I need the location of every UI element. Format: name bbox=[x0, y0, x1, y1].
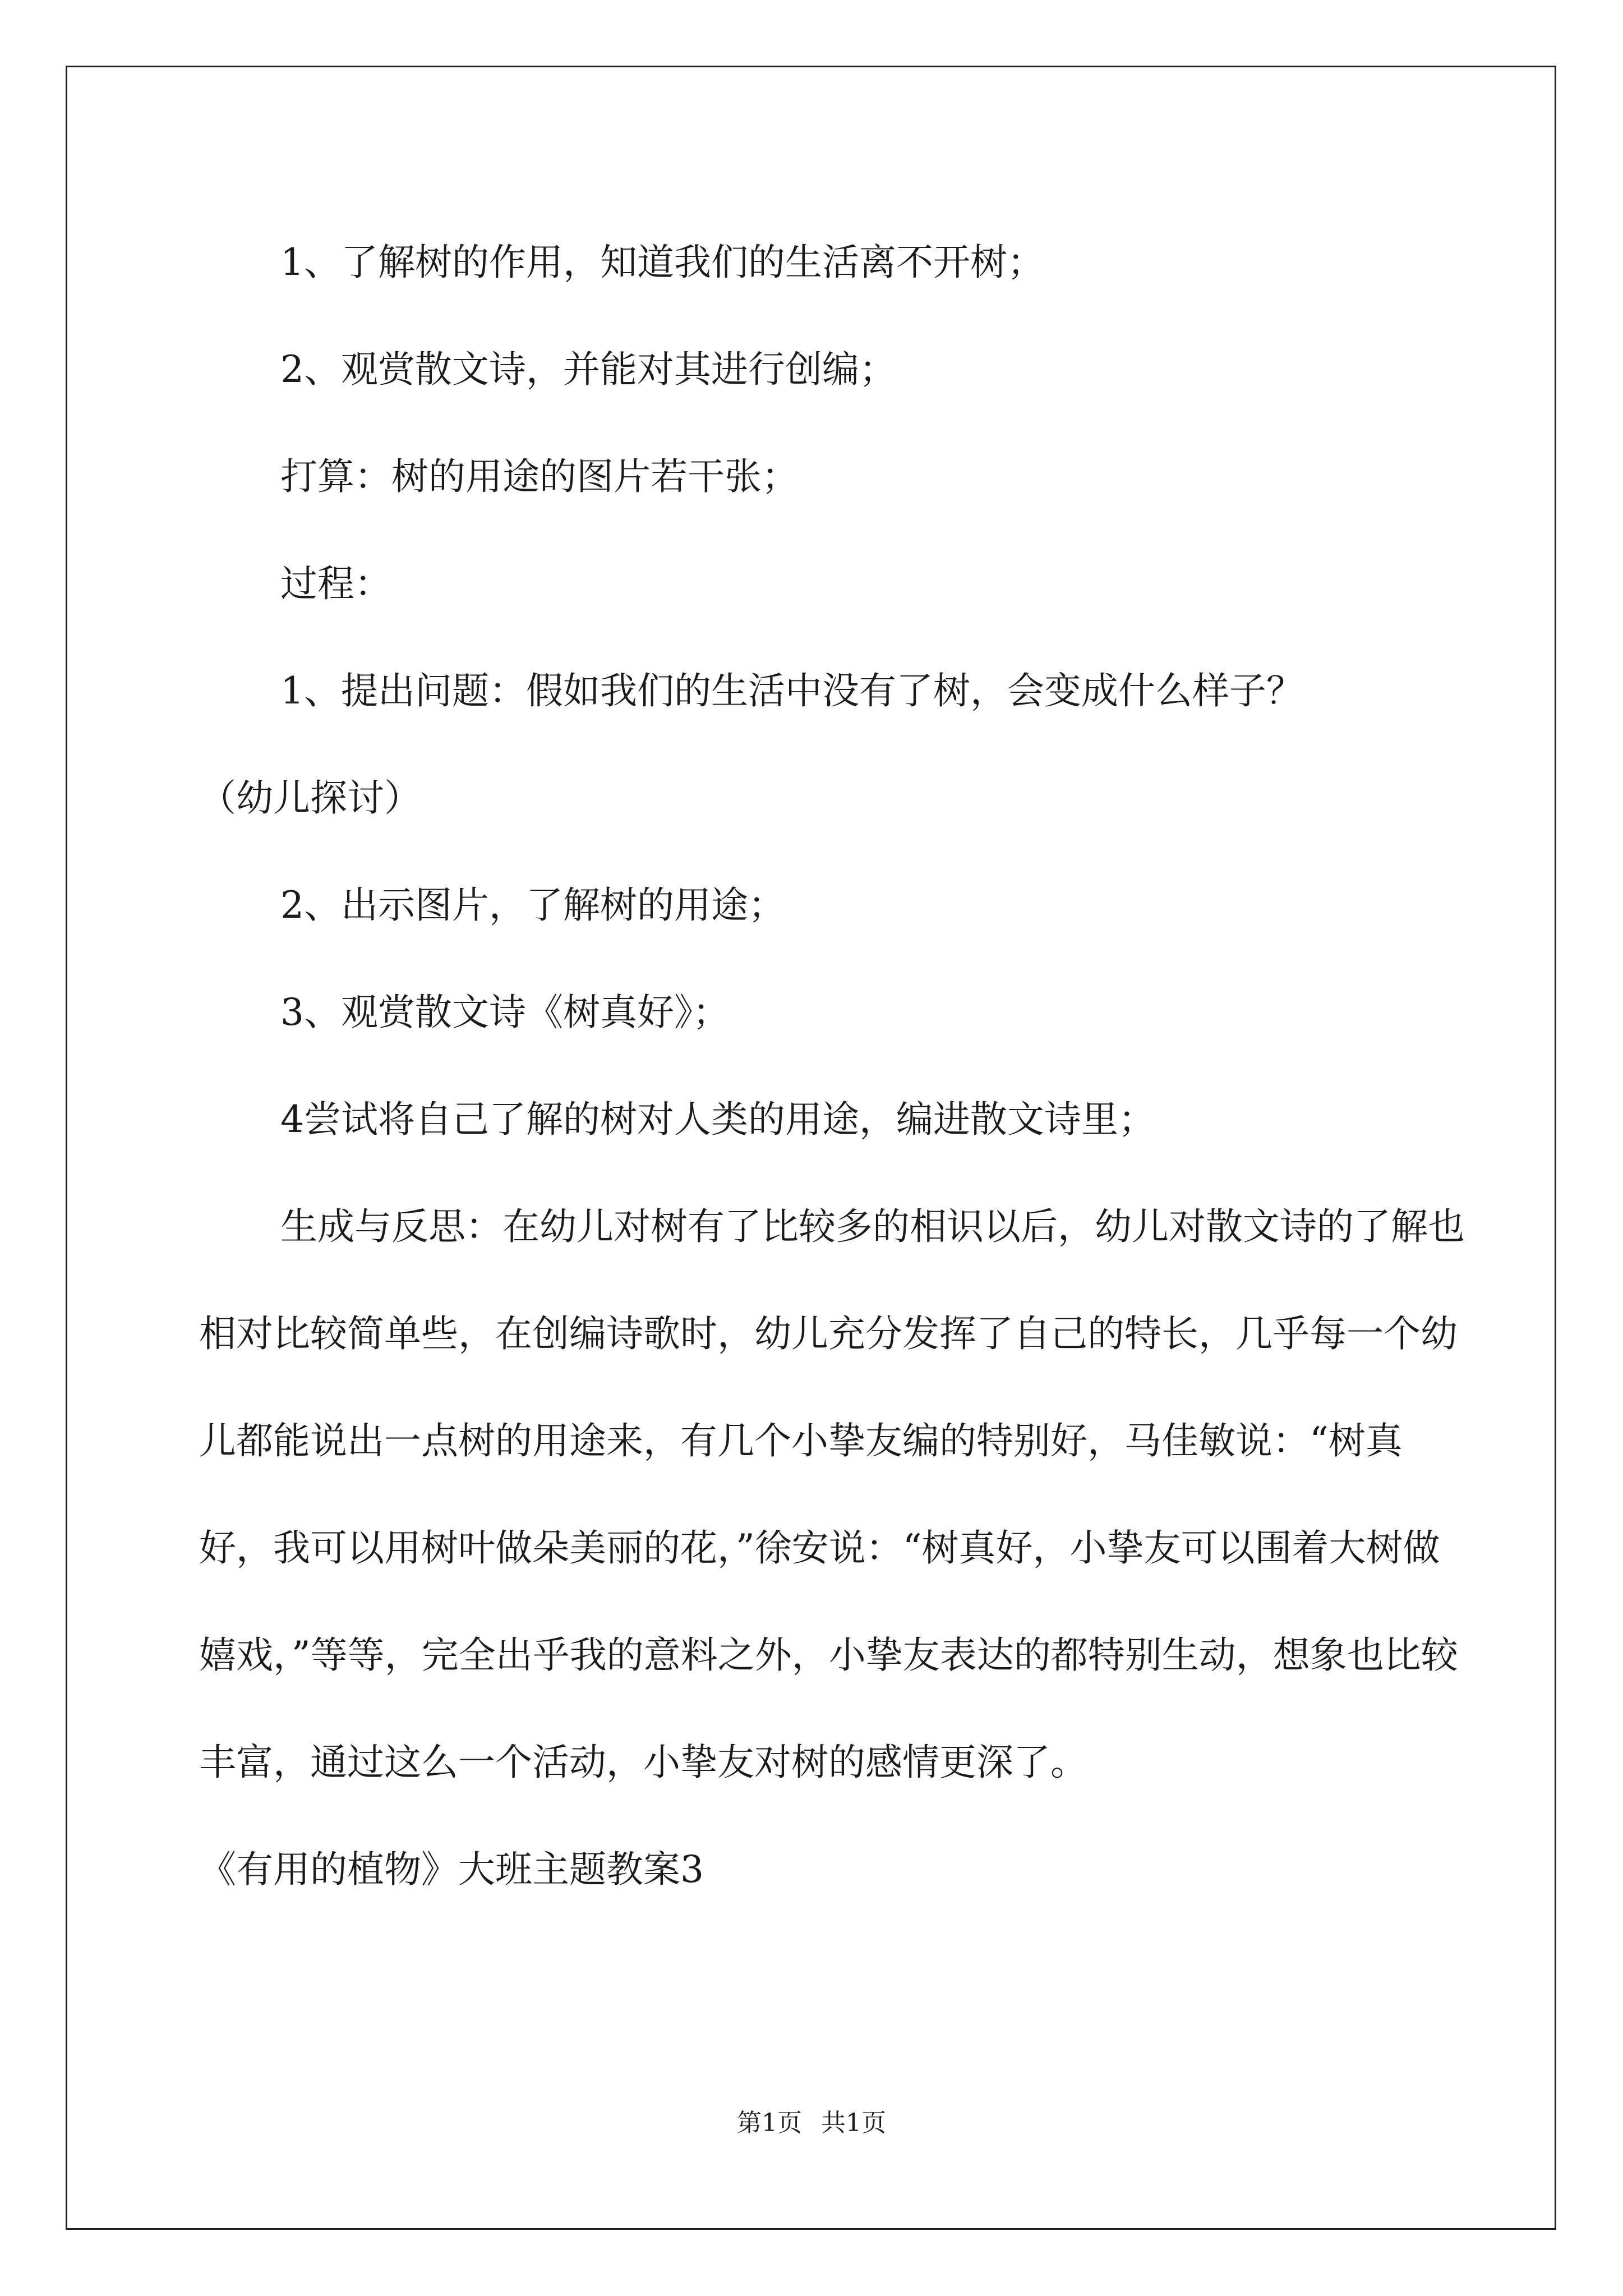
paragraph-step-3: 3、观赏散文诗《树真好》； bbox=[280, 991, 730, 1034]
document-body bbox=[199, 209, 1467, 1923]
paragraph-step-1-note: （幼儿探讨） bbox=[199, 776, 421, 820]
paragraph-step-4: 4尝试将自己了解的树对人类的用途，编进散文诗里； bbox=[280, 1098, 1155, 1141]
paragraph-goal-1: 1、了解树的作用，知道我们的生活离不开树； bbox=[280, 241, 1044, 284]
paragraph-goal-2: 2、观赏散文诗，并能对其进行创编； bbox=[280, 348, 896, 391]
page-total: 共1页 bbox=[821, 2109, 886, 2137]
page-number: 第1页 bbox=[737, 2109, 802, 2137]
paragraph-process-heading: 过程： bbox=[280, 562, 391, 605]
paragraph-preparation: 打算：树的用途的图片若干张； bbox=[280, 455, 799, 498]
paragraph-reflection: 生成与反思：在幼儿对树有了比较多的相识以后，幼儿对散文诗的了解也相对比较简单些，在创编诗歌时，幼儿充分发挥了自己的特长，几乎每一个幼儿都能说出一点树的用途来，有几个小挚友编的特别好，马佳敏说：“树真好，我可以用树叶做朵美丽的花，”徐安说：“树真好，小挚友可以围着大树做嬉戏，”等等，完全出乎我的意料之外，小挚友表达的都特别生动，想象也比较丰富，通过这么一个活动，小挚友对树的感情更深了。 bbox=[199, 1205, 1465, 1784]
paragraph-step-1: 1、提出问题：假如我们的生活中没有了树，会变成什么样子？ bbox=[280, 669, 1303, 712]
paragraph-step-2: 2、出示图片，了解树的用途； bbox=[280, 884, 785, 927]
page-footer bbox=[0, 2106, 1623, 2140]
section-title: 《有用的植物》大班主题教案3 bbox=[199, 1848, 704, 1891]
